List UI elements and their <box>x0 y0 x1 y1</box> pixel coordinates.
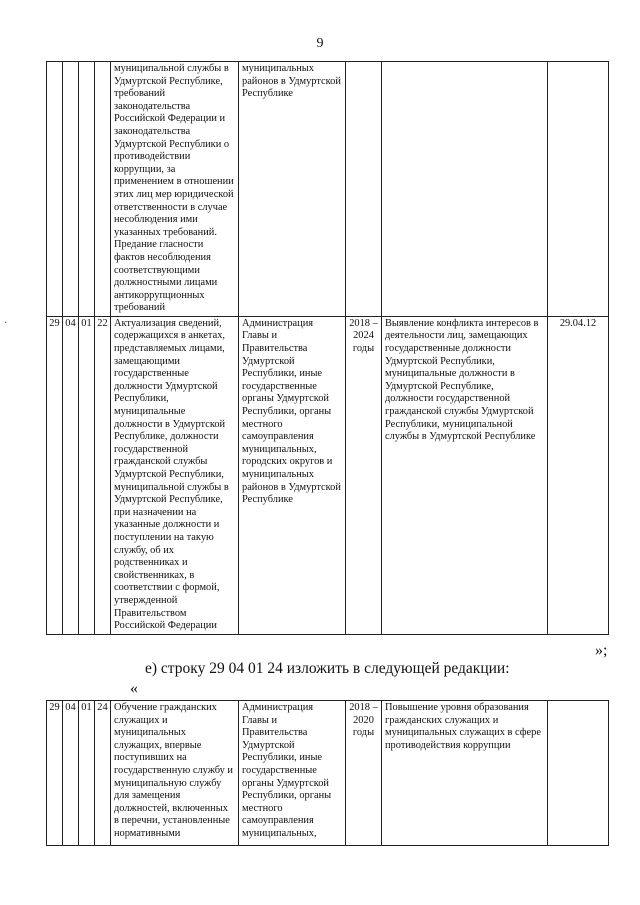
code-section-cell <box>47 62 63 317</box>
period-cell <box>346 62 382 317</box>
code-group-cell: 01 <box>79 701 95 846</box>
plan-table-continuation <box>46 61 609 635</box>
code-item-cell: 24 <box>95 701 111 846</box>
measure-cell: муниципальной службы в Удмуртской Республике, требований законодательства Российской Федерации и законодательства Удмуртской Республики о противодействии коррупции, за применением в отношении этих лиц мер юридической ответственности в случае несоблюдения ими указанных требований. Предание гласности фактов несоблюдения соответствующими должностными лицами антикоррупционных требований <box>111 62 239 317</box>
code-subsection-cell: 04 <box>63 316 79 634</box>
plan-table-new-row <box>46 700 609 846</box>
code-section-cell: 29 <box>47 316 63 634</box>
period-cell: 2018 – 2020 годы <box>346 701 382 846</box>
page-number: 9 <box>316 36 324 51</box>
code-item-cell: 22 <box>95 316 111 634</box>
link-cell: 29.04.12 <box>548 316 609 634</box>
executor-cell: муниципальных районов в Удмуртской Республике <box>239 62 346 317</box>
code-section-cell: 29 <box>47 701 63 846</box>
result-cell: Выявление конфликта интересов в деятельности лиц, замещающих государственные должности Удмуртской Республики, муниципальные должности в Удмуртской Республике, должности государственной гражданской службы Удмуртской Республики, муниципальной службы в Удмуртской Республике <box>382 316 548 634</box>
link-cell <box>548 62 609 317</box>
result-cell: Повышение уровня образования гражданских служащих и муниципальных служащих в сфере противодействия коррупции <box>382 701 548 846</box>
result-cell <box>382 62 548 317</box>
period-cell: 2018 – 2024 годы <box>346 316 382 634</box>
margin-mark: · <box>4 318 8 329</box>
table-row <box>47 316 609 634</box>
table-row <box>47 62 609 317</box>
executor-cell: Администрация Главы и Правительства Удмуртской Республики, иные государственные органы Удмуртской Республики, органы местного самоуправления муниципальных, городских округов и муниципальных районов в Удмуртской Республике <box>239 316 346 634</box>
amendment-instruction: е) строку 29 04 01 24 изложить в следующей редакции: <box>145 660 510 677</box>
executor-cell: Администрация Главы и Правительства Удмуртской Республики, иные государственные органы Удмуртской Республики, органы местного самоуправления муниципальных, <box>239 701 346 846</box>
link-cell <box>548 701 609 846</box>
measure-cell: Актуализация сведений, содержащихся в анкетах, представляемых лицами, замещающими государственные должности Удмуртской Республики, муниципальные должности в Удмуртской Республике, должности государственной гражданской службы Удмуртской Республики, муниципальной службы в Удмуртской Республике, при назначении на указанные должности и поступлении на такую службу, об их родственниках и свойственниках, в соответствии с формой, утвержденной Правительством Российской Федерации <box>111 316 239 634</box>
code-group-cell <box>79 62 95 317</box>
code-subsection-cell: 04 <box>63 701 79 846</box>
table-row <box>47 701 609 846</box>
code-subsection-cell <box>63 62 79 317</box>
opening-quote: « <box>130 680 138 697</box>
code-item-cell <box>95 62 111 317</box>
code-group-cell: 01 <box>79 316 95 634</box>
closing-quote: »; <box>595 642 608 659</box>
measure-cell: Обучение гражданских служащих и муниципальных служащих, впервые поступивших на государственную службу и муниципальную службу для замещения должностей, включенных в перечни, установленные нормативными <box>111 701 239 846</box>
